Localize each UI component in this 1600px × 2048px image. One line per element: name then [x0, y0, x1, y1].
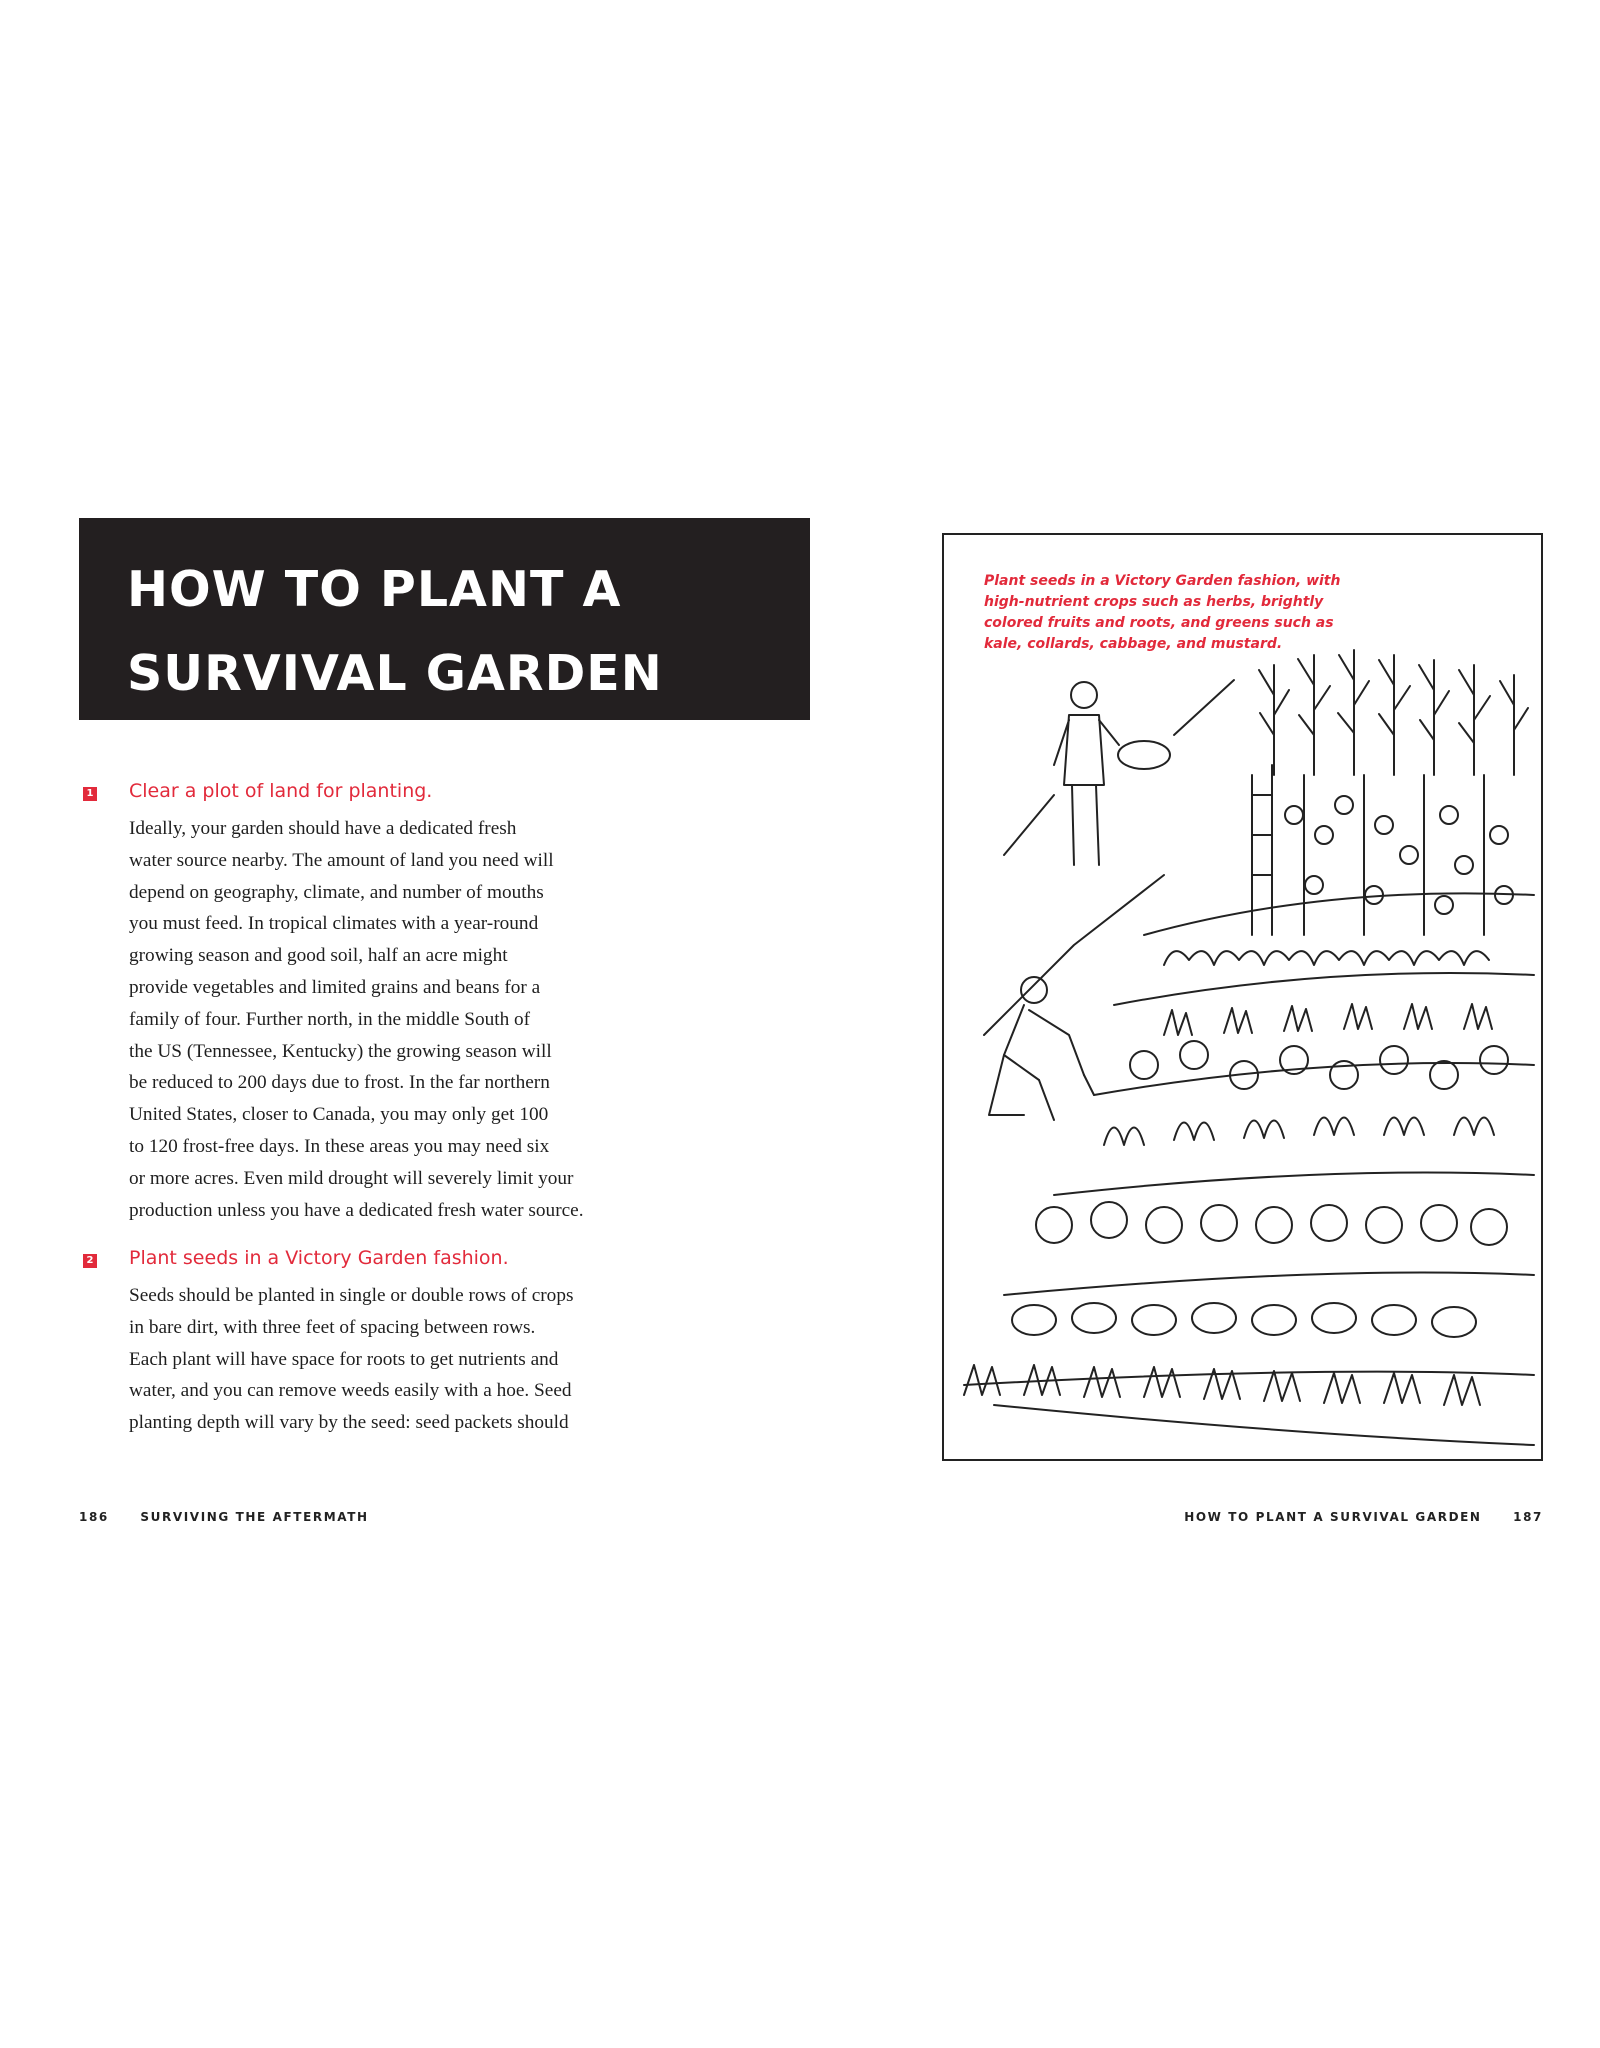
step-body — [129, 1280, 699, 1439]
body-line: Seeds should be planted in single or double rows of crops — [129, 1285, 574, 1306]
body-line: United States, closer to Canada, you may only get 100 — [129, 1104, 549, 1126]
right-running-head: HOW TO PLANT A SURVIVAL GARDEN — [1184, 1510, 1482, 1524]
caption-line: colored fruits and roots, and greens such as — [984, 615, 1334, 631]
tall-leaf-row — [1104, 1118, 1494, 1146]
body-line: family of four. Further north, in the middle South of — [129, 1008, 531, 1030]
row-line — [1114, 973, 1534, 1005]
lettuce-row — [1036, 1202, 1507, 1245]
row-line — [994, 1405, 1534, 1445]
step-body — [129, 813, 699, 1226]
body-line: provide vegetables and limited grains and beans for a — [129, 976, 541, 998]
caption-line: high-nutrient crops such as herbs, brightly — [984, 594, 1324, 610]
garden-line-drawing — [944, 535, 1541, 1459]
caption-line: kale, collards, cabbage, and mustard. — [984, 636, 1283, 652]
left-footer — [79, 1510, 369, 1524]
chapter-title-block — [79, 518, 810, 720]
right-footer — [1184, 1510, 1543, 1524]
row-line — [1094, 1063, 1534, 1095]
row-line — [1144, 893, 1534, 935]
leafy-row — [1164, 951, 1489, 965]
body-line: water source nearby. The amount of land you need will — [129, 849, 554, 871]
body-line: growing season and good soil, half an acre might — [129, 945, 508, 967]
body-line: water, and you can remove weeds easily with a hoe. Seed — [129, 1380, 572, 1402]
caption-line: Plant seeds in a Victory Garden fashion, with — [984, 573, 1341, 589]
body-line: you must feed. In tropical climates with a year-round — [129, 913, 539, 935]
vine-foliage — [1285, 796, 1513, 914]
body-line: the US (Tennessee, Kentucky) the growing season will — [129, 1040, 552, 1062]
kneeling-gardener — [989, 977, 1094, 1120]
garden-illustration — [942, 533, 1543, 1461]
cabbage-row — [1012, 1303, 1476, 1337]
step-heading: Clear a plot of land for planting. — [129, 780, 433, 802]
step-heading: Plant seeds in a Victory Garden fashion. — [129, 1247, 509, 1269]
chapter-title-line-2: SURVIVAL GARDEN — [127, 645, 663, 702]
body-line: Each plant will have space for roots to get nutrients and — [129, 1348, 559, 1370]
chapter-title-line-1: HOW TO PLANT A — [127, 561, 622, 618]
body-line: planting depth will vary by the seed: seed packets should — [129, 1412, 569, 1434]
body-line: depend on geography, climate, and number of mouths — [129, 881, 544, 903]
row-line — [1054, 1173, 1534, 1196]
right-page-number: 187 — [1513, 1510, 1543, 1524]
standing-gardener — [1054, 682, 1170, 865]
body-line: production unless you have a dedicated fresh water source. — [129, 1199, 584, 1221]
left-running-head: SURVIVING THE AFTERMATH — [140, 1510, 369, 1524]
row-line — [1004, 1273, 1534, 1296]
body-line: be reduced to 200 days due to frost. In the far northern — [129, 1072, 550, 1094]
corn-plants — [1259, 650, 1528, 775]
step-number-badge: 1 — [83, 787, 97, 801]
grass-row — [1164, 1004, 1492, 1035]
body-line: in bare dirt, with three feet of spacing between rows. — [129, 1316, 536, 1338]
body-line: Ideally, your garden should have a dedicated fresh — [129, 818, 517, 839]
body-line: to 120 frost-free days. In these areas you may need six — [129, 1135, 550, 1157]
body-line: or more acres. Even mild drought will severely limit your — [129, 1167, 574, 1189]
left-page-number: 186 — [79, 1510, 109, 1524]
step-number-badge: 2 — [83, 1254, 97, 1268]
